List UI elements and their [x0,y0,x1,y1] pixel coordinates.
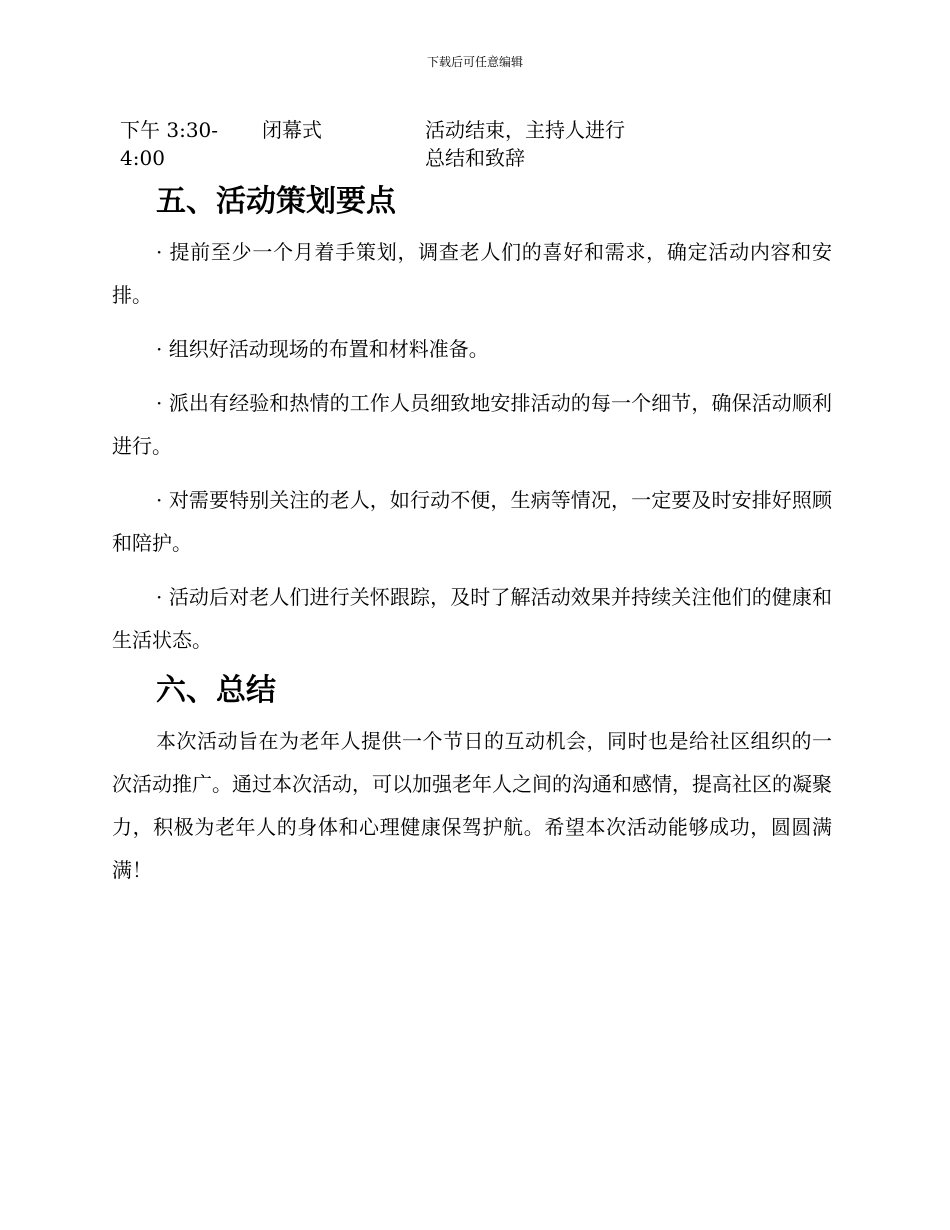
planning-point-item: · 派出有经验和热情的工作人员细致地安排活动的每一个细节，确保活动顺利进行。 [112,391,832,458]
summary-paragraph: 本次活动旨在为老年人提供一个节日的互动机会，同时也是给社区组织的一次活动推广。通过本次活动，可以加强老年人之间的沟通和感情，提高社区的凝聚力，积极为老年人的身体和心理健康保驾护航。希望本次活动能够成功，圆圆满满！ [112,729,832,882]
schedule-table-row [0,116,950,176]
planning-point-item: · 组织好活动现场的布置和材料准备。 [156,337,489,361]
schedule-time-line2: 4:00 [120,146,165,170]
planning-point-item: · 对需要特别关注的老人，如行动不便，生病等情况，一定要及时安排好照顾和陪护。 [112,488,832,555]
planning-point-item: · 提前至少一个月着手策划，调查老人们的喜好和需求，确定活动内容和安排。 [112,240,832,307]
planning-point-item: · 活动后对老人们进行关怀跟踪，及时了解活动效果并持续关注他们的健康和生活状态。 [112,585,832,652]
document-body [112,184,832,892]
section-heading-planning-points: 五、活动策划要点 [156,184,396,219]
schedule-desc-line2: 总结和致辞 [425,146,525,170]
schedule-time-cell [120,116,230,172]
schedule-description-cell [425,116,665,172]
header-note: 下载后可任意编辑 [426,55,523,69]
schedule-desc-line1: 活动结束，主持人进行 [425,118,625,142]
schedule-event-name-cell: 闭幕式 [262,118,322,142]
section-heading-summary: 六、总结 [156,673,276,708]
schedule-time-line1: 下午 3:30- [120,118,219,142]
